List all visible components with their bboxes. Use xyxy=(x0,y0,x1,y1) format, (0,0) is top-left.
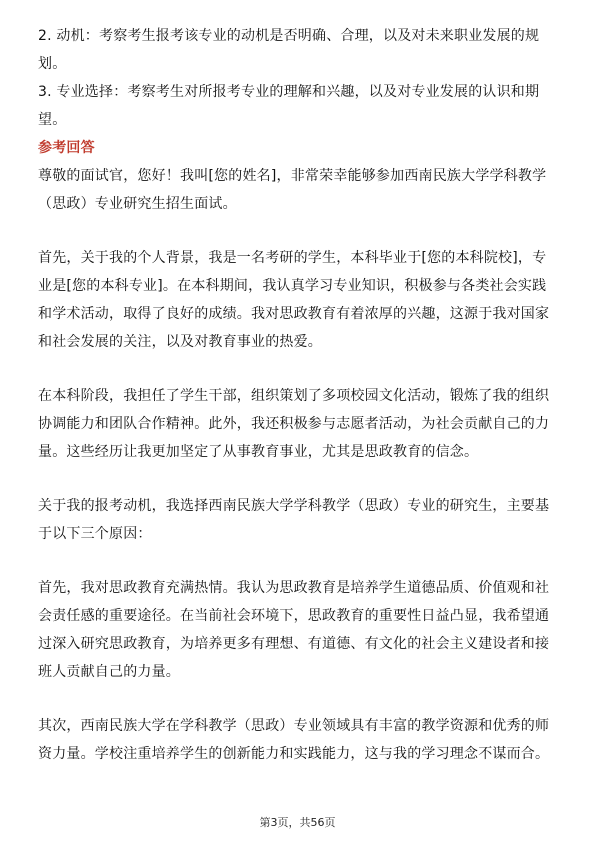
paragraph-line: 资力量。学校注重培养学生的创新能力和实践能力，这与我的学习理念不谋而合。 xyxy=(38,746,550,762)
paragraph-line: 量。这些经历让我更加坚定了从事教育事业，尤其是思政教育的信念。 xyxy=(38,444,479,460)
paragraph-reason-1 xyxy=(38,574,558,686)
paragraph-reason-2 xyxy=(38,712,558,768)
document-page xyxy=(38,22,558,768)
paragraph-experience xyxy=(38,382,558,466)
paragraph-line: （思政）专业研究生招生面试。 xyxy=(38,196,237,212)
paragraph-line: 和社会发展的关注，以及对教育事业的热爱。 xyxy=(38,334,322,350)
paragraph-background xyxy=(38,244,558,356)
paragraph-line: 关于我的报考动机，我选择西南民族大学学科教学（思政）专业的研究生，主要基 xyxy=(38,498,550,514)
paragraph-line: 会责任感的重要途径。在当前社会环境下，思政教育的重要性日益凸显，我希望通 xyxy=(38,608,550,624)
paragraph-line: 过深入研究思政教育，为培养更多有理想、有道德、有文化的社会主义建设者和接 xyxy=(38,636,550,652)
paragraph-gap xyxy=(38,466,558,492)
paragraph-line: 业是[您的本科专业]。在本科期间，我认真学习专业知识，积极参与各类社会实践 xyxy=(38,278,547,294)
paragraph-line: 首先，我对思政教育充满热情。我认为思政教育是培养学生道德品质、价值观和社 xyxy=(38,580,550,596)
paragraph-gap xyxy=(38,686,558,712)
paragraph-line: 和学术活动，取得了良好的成绩。我对思政教育有着浓厚的兴趣，这源于我对国家 xyxy=(38,306,550,322)
paragraph-line: 在本科阶段，我担任了学生干部，组织策划了多项校园文化活动，锻炼了我的组织 xyxy=(38,388,550,404)
paragraph-line: 尊敬的面试官，您好！我叫[您的姓名]，非常荣幸能够参加西南民族大学学科教学 xyxy=(38,168,547,184)
paragraph-line: 于以下三个原因： xyxy=(38,526,152,542)
page-number-footer: 第3页，共56页 xyxy=(259,816,336,829)
question-3-line-1: 3. 专业选择：考察考生对所报考专业的理解和兴趣，以及对专业发展的认识和期 xyxy=(38,84,540,100)
paragraph-line: 班人贡献自己的力量。 xyxy=(38,664,180,680)
paragraph-gap xyxy=(38,356,558,382)
paragraph-motivation xyxy=(38,492,558,548)
paragraph-line: 协调能力和团队合作精神。此外，我还积极参与志愿者活动，为社会贡献自己的力 xyxy=(38,416,550,432)
question-2-line-2: 划。 xyxy=(38,56,67,72)
answer-heading: 参考回答 xyxy=(38,140,95,156)
paragraph-line: 首先，关于我的个人背景，我是一名考研的学生，本科毕业于[您的本科院校]，专 xyxy=(38,250,547,266)
question-3-line-2: 望。 xyxy=(38,112,67,128)
question-2-line-1: 2. 动机：考察考生报考该专业的动机是否明确、合理，以及对未来职业发展的规 xyxy=(38,28,540,44)
paragraph-line: 其次，西南民族大学在学科教学（思政）专业领域具有丰富的教学资源和优秀的师 xyxy=(38,718,550,734)
paragraph-gap xyxy=(38,218,558,244)
paragraph-gap xyxy=(38,548,558,574)
paragraph-greeting xyxy=(38,162,558,218)
